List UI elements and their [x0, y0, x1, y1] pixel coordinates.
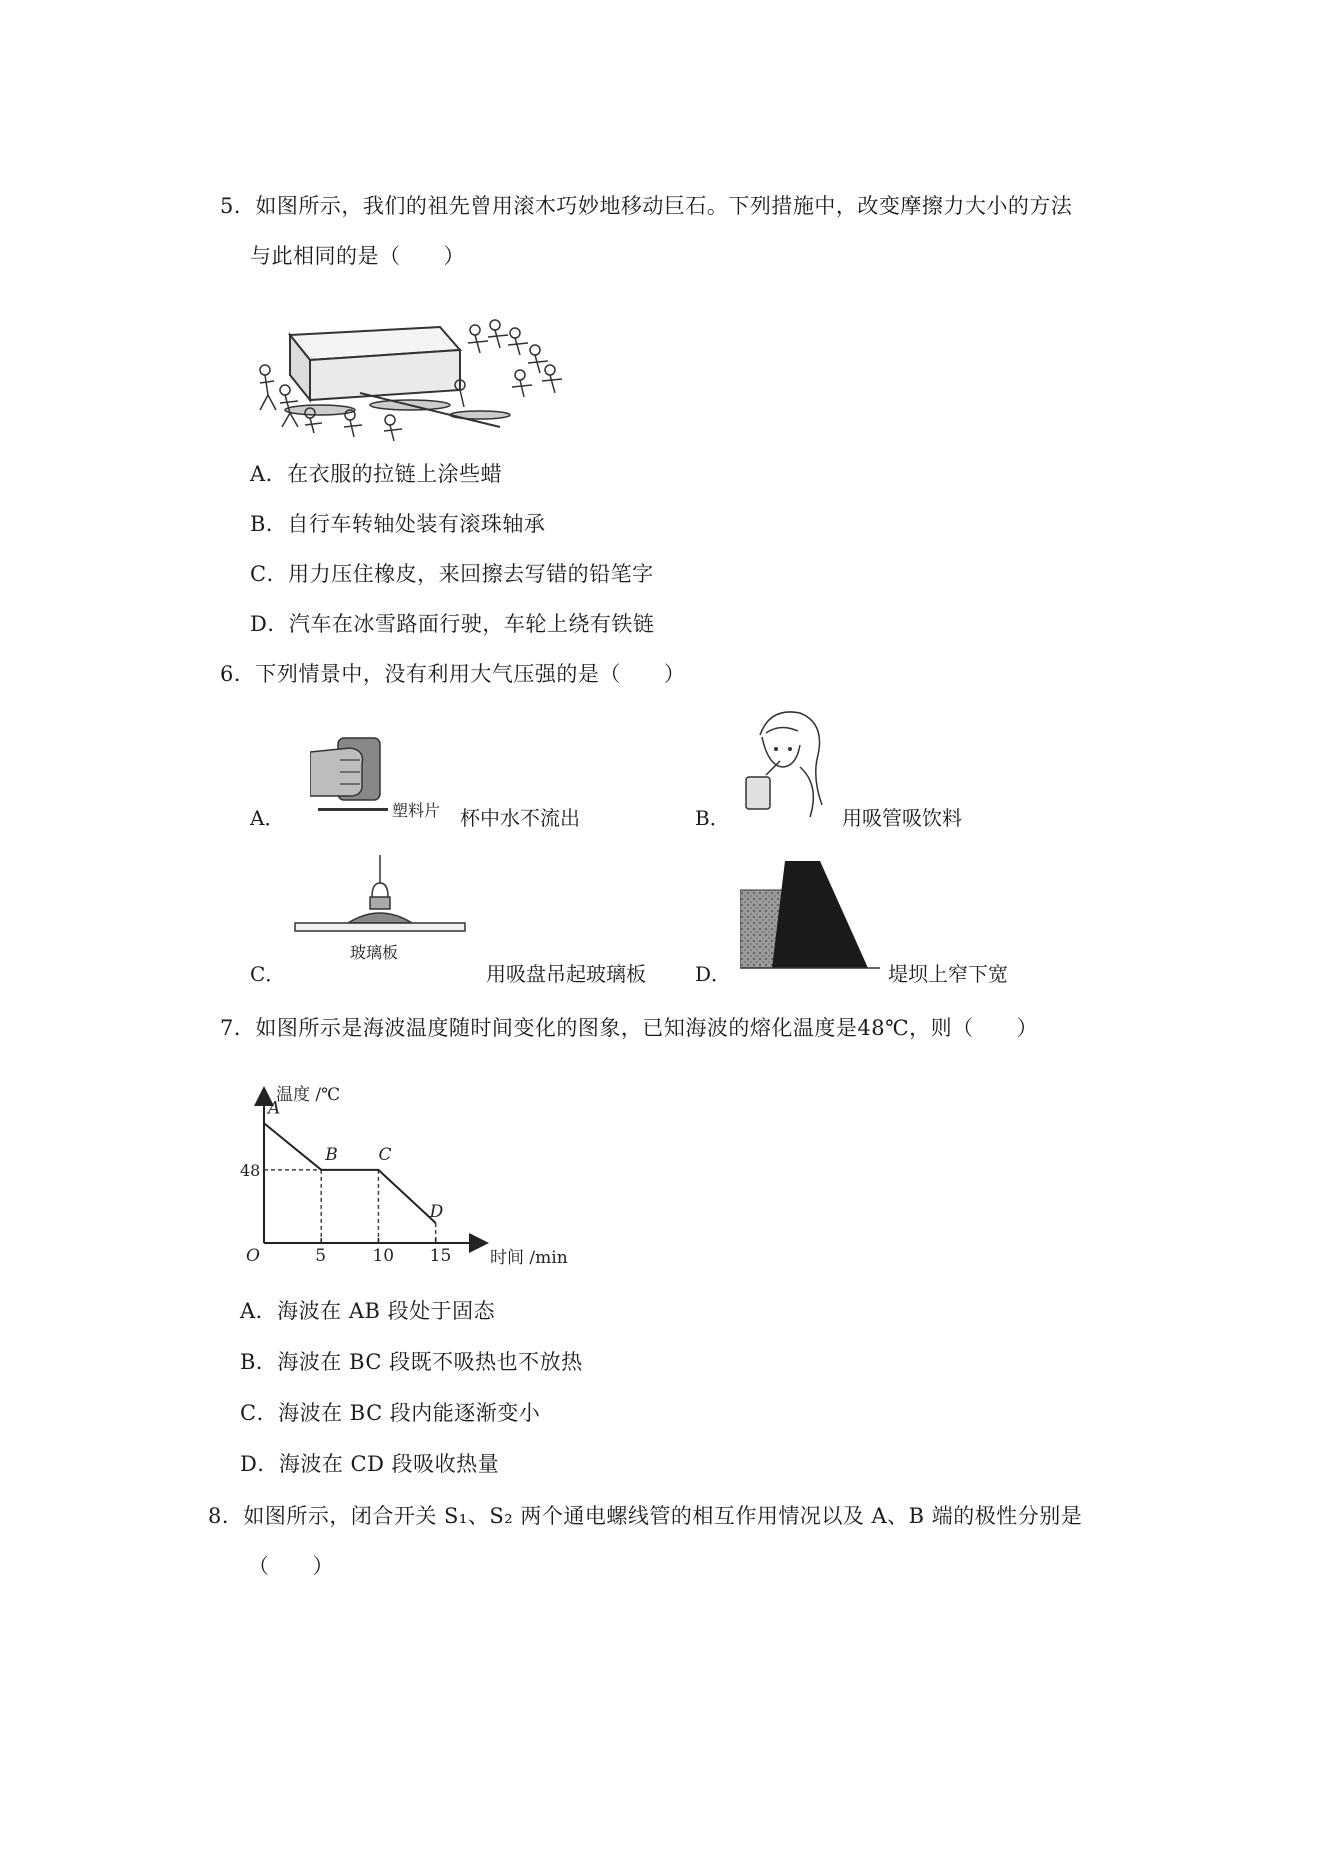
- drinking-straw-icon: [730, 705, 840, 825]
- q5-stem-line2: 与此相同的是（ ）: [250, 244, 465, 268]
- q5-option-d: D．汽车在冰雪路面行驶，车轮上绕有铁链: [250, 612, 655, 636]
- x-axis-label: 时间 /min: [490, 1248, 568, 1268]
- q6-option-a-letter: A．: [250, 806, 285, 830]
- q7-option-a: A．海波在 AB 段处于固态: [240, 1299, 496, 1323]
- q6-option-c-image-label: 玻璃板: [350, 943, 399, 962]
- q7-option-c: C．海波在 BC 段内能逐渐变小: [240, 1401, 541, 1425]
- temperature-time-chart: [240, 1080, 570, 1280]
- q8-stem-line2: （ ）: [248, 1554, 334, 1578]
- cup-card-icon: [310, 730, 400, 820]
- x-tick-10: 10: [372, 1246, 395, 1266]
- q5-option-b: B．自行车转轴处装有滚珠轴承: [250, 512, 546, 536]
- point-label-D: D: [429, 1202, 444, 1223]
- origin-label: O: [246, 1246, 260, 1266]
- y-axis-label: 温度 /℃: [276, 1085, 341, 1105]
- q5-option-a: A．在衣服的拉链上涂些蜡: [250, 462, 503, 486]
- q5-option-c: C．用力压住橡皮，来回擦去写错的铅笔字: [250, 562, 654, 586]
- q6-option-d-letter: D．: [695, 962, 732, 986]
- suction-cup-icon: [290, 855, 470, 945]
- q8-stem-line1: 8．如图所示，闭合开关 S₁、S₂ 两个通电螺线管的相互作用情况以及 A、B 端的极性分别是: [208, 1504, 1083, 1528]
- dam-icon: [740, 855, 880, 970]
- q6-stem: 6．下列情景中，没有利用大气压强的是（ ）: [220, 662, 686, 686]
- x-tick-5: 5: [315, 1246, 327, 1266]
- q7-stem: 7．如图所示是海波温度随时间变化的图象，已知海波的熔化温度是48℃，则（ ）: [220, 1016, 1039, 1040]
- q5-stem-line1: 5．如图所示，我们的祖先曾用滚木巧妙地移动巨石。下列措施中，改变摩擦力大小的方法: [220, 194, 1073, 218]
- q7-option-d: D．海波在 CD 段吸收热量: [240, 1452, 500, 1476]
- series-line: [264, 1123, 436, 1223]
- q6-option-c-letter: C．: [250, 962, 286, 986]
- rolling-stone-figure: [250, 315, 580, 445]
- point-label-B: B: [325, 1144, 338, 1165]
- point-label-C: C: [378, 1144, 392, 1165]
- q6-option-d-text: 堤坝上窄下宽: [888, 962, 1008, 986]
- q7-option-b: B．海波在 BC 段既不吸热也不放热: [240, 1350, 583, 1374]
- x-tick-15: 15: [429, 1246, 452, 1266]
- q6-option-a-text: 杯中水不流出: [460, 806, 580, 830]
- point-label-A: A: [268, 1098, 281, 1119]
- q6-option-a-image-label: 塑料片: [392, 801, 441, 820]
- q6-option-b-text: 用吸管吸饮料: [842, 806, 962, 830]
- y-tick-48: 48: [240, 1160, 261, 1180]
- q6-option-b-letter: B．: [695, 806, 730, 830]
- q6-option-c-text: 用吸盘吊起玻璃板: [486, 962, 646, 986]
